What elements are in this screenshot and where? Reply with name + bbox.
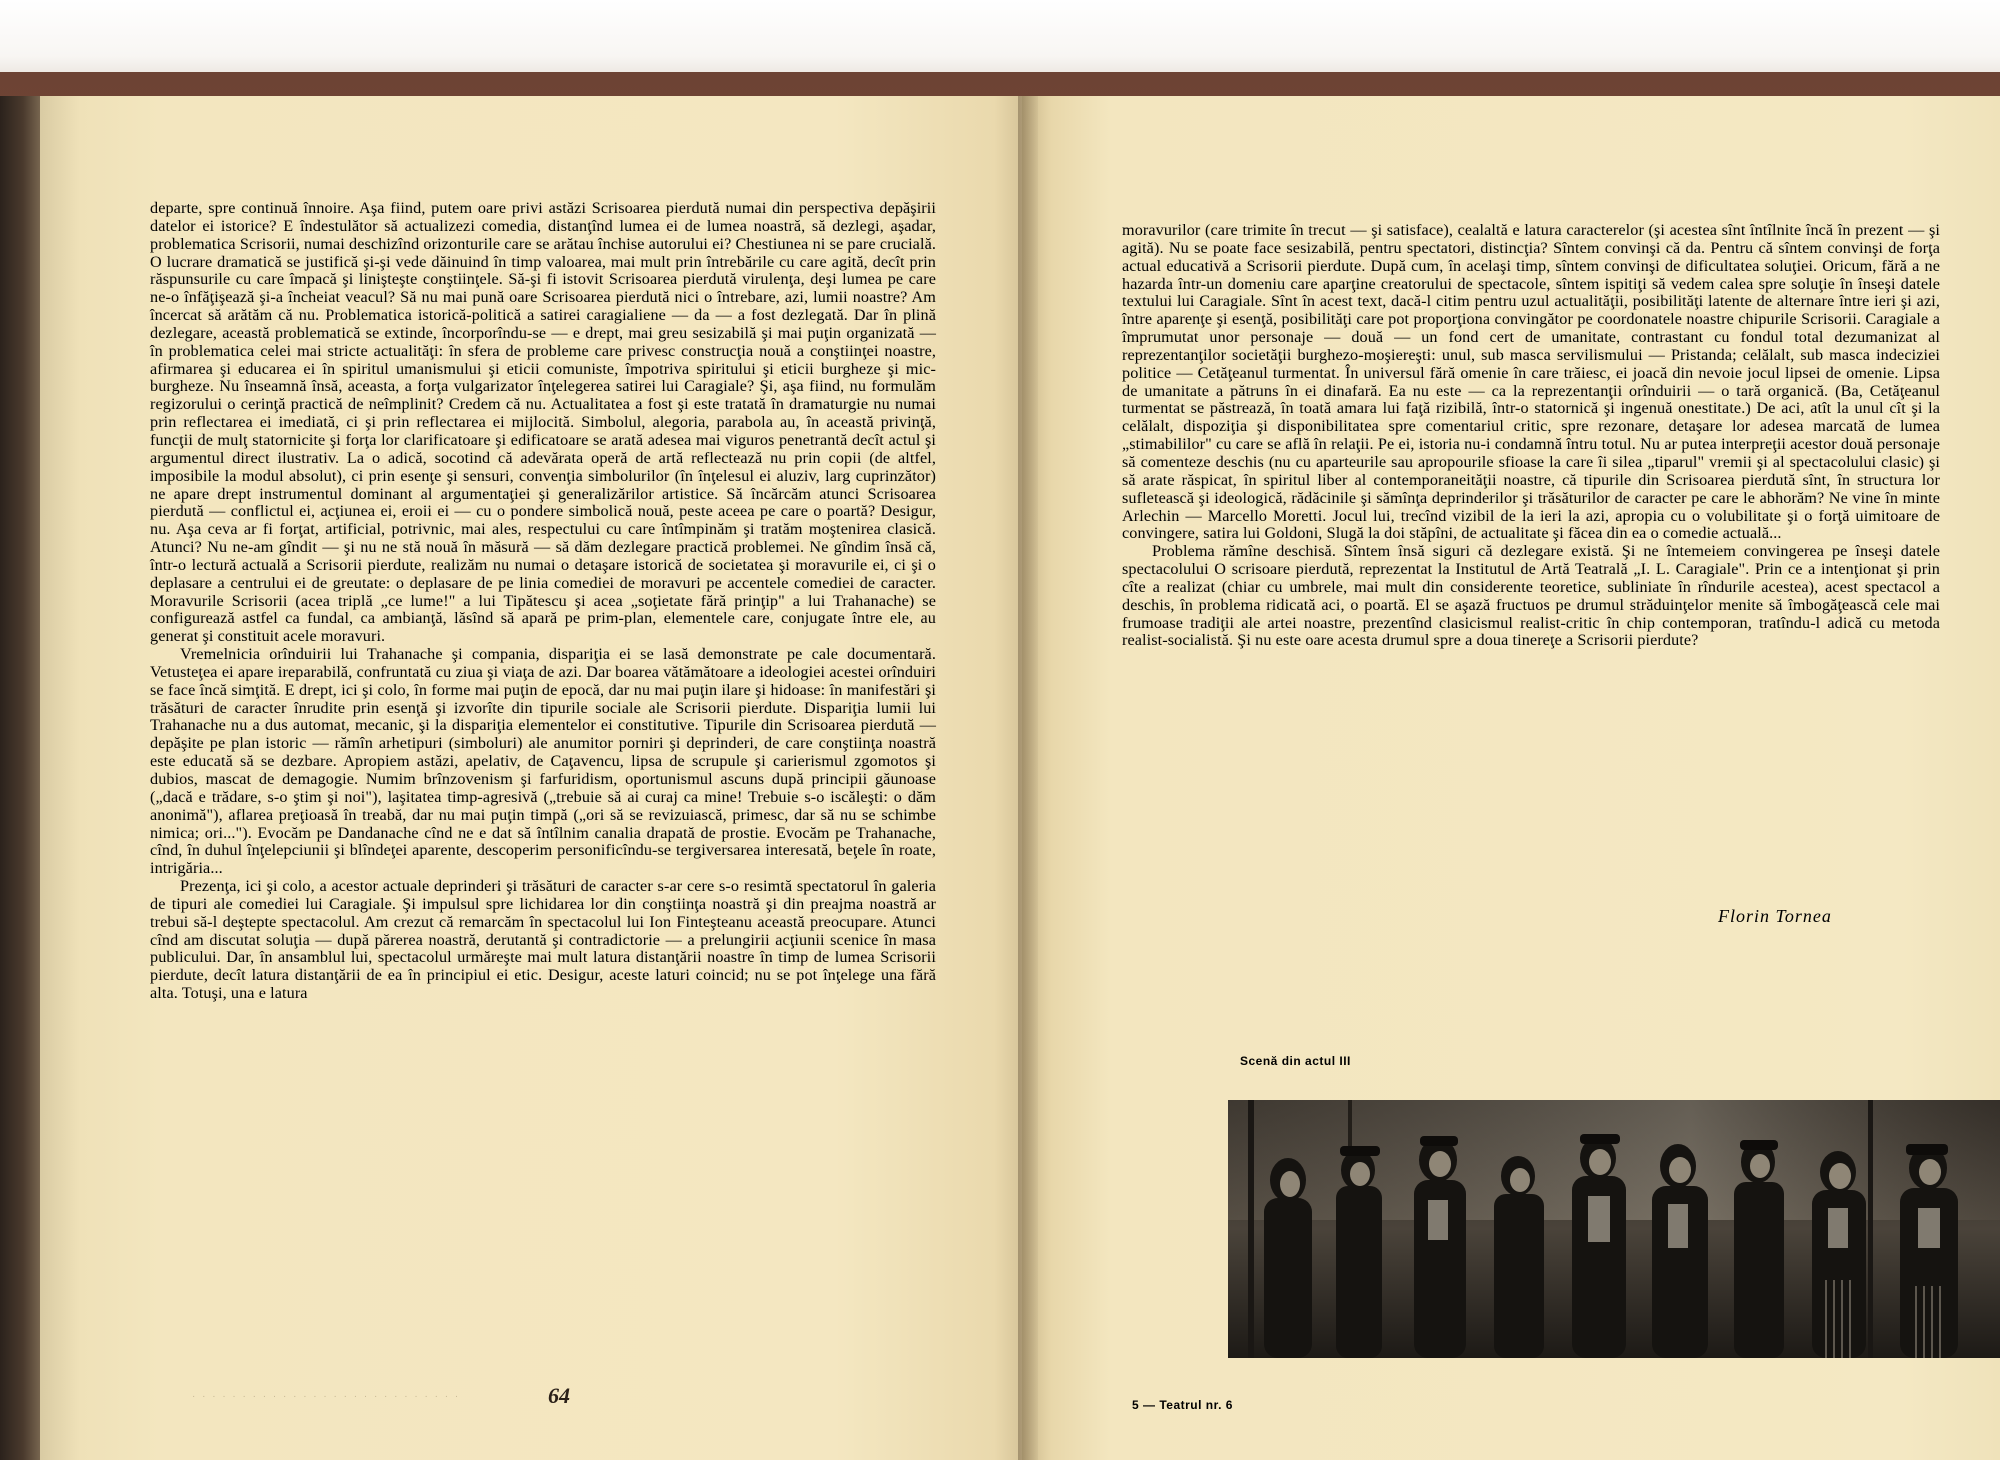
page-footer: 5 — Teatrul nr. 6 xyxy=(1132,1398,1233,1412)
paragraph: departe, spre continuă înnoire. Aşa fiind, putem oare privi astăzi Scrisoarea pierdută numai din perspectiva depăşirii datelor ei istorice? E îndestulător să actualizezi comedia, distanţînd lumea ei de lumea noastră, să dezlegi, aşadar, problematica Scrisorii, numai deschizînd orizonturile care se arătau închise autorului ei? Chestiunea ni se pare crucială. O lucrare dramatică se justifică şi-şi vede dăinuind în timp valoarea, mai mult prin întrebările cu care agită, decît prin răspunsurile cu care împacă şi linişteşte conştiinţele. Să-şi fi istovit Scrisoarea pierdută virulenţa, deşi lumea pe care ne-o înfăţişează şi-a încheiat veacul? Să nu mai pună oare Scrisoarea pierdută nici o întrebare, azi, lumii noastre? Am încercat să arătăm că nu. Problematica istorică-politică a satirei caragialiene — da — a fost dezlegată. Dar în plină dezlegare, această problematică se extinde, încorporîndu-se — e drept, mai greu sesizabilă şi mai puţin organizată — în problematica celei mai stricte actualităţi: în sfera de probleme care privesc construcţia nouă a conştiinţei noastre, afirmarea şi educarea ei în spiritul umanismului şi eticii comuniste, împotriva spiritului şi eticii burgheze şi mic-burgheze. Nu înseamnă însă, aceasta, a forţa vulgarizator înţelegerea satirei lui Caragiale? Şi, aşa fiind, nu formulăm regizorului o cerinţă practică de neîmplinit? Credem că nu. Actualitatea a fost şi este tratată în dramaturgie nu numai prin reflectarea ei imediată, ci şi prin reflectarea ei mijlocită. Simbolul, alegoria, parabola au, în această privinţă, funcţii de mulţ statornicite şi forţa lor clarificatoare şi edificatoare se arată adesea mai viguros penetrantă decît actul şi argumentul direct ilustrativ. La o adică, socotind că adevărata operă de artă reflectează nu prin copii (de altfel, imposibile la modul absolut), ci prin esenţe şi sensuri, convenţia simbolurilor (în înţelesul ei aluziv, larg cuprinzător) ne apare drept instrumentul dominant al argumentaţiei şi generalizărilor artistice. Să încărcăm atunci Scrisoarea pierdută — conflictul ei, acţiunea ei, eroii ei — cu o pondere simbolică nouă, peste aceea pe care o poartă? Desigur, nu. Aşa ceva ar fi forţat, artificial, potrivnic, mai ales, respectului cu care întîmpinăm şi tratăm moştenirea clasică. Atunci? Nu ne-am gîndit — şi nu ne stă nouă în măsură — să dăm dezlegare practică problemei. Ne gîndim însă că, într-o lectură actuală a Scrisorii pierdute, realizăm nu numai o detaşare istorică de societatea şi moravurile ei, ci şi o deplasare a centrului ei de greutate: o deplasare de pe linia comediei de moravuri pe accentele comediei de caracter. Moravurile Scrisorii (acea triplă „ce lume!" a lui Tipătescu şi acea „soţietate fără prinţip" a lui Trahanache) se configurează astfel ca fundal, ca ambianţă, lăsînd să apară pe prim-plan, elementele care, conjugate între ele, au generat şi constituit acele moravuri. xyxy=(150,199,936,646)
paragraph: Prezenţa, ici şi colo, a acestor actuale deprinderi şi trăsături de caracter s-ar cere s-o resimtă spectatorul în galeria de tipuri ale comediei lui Caragiale. Şi impulsul spre lichidarea lor din conştiinţa noastră şi din preajma noastră ar trebui să-l deştepte spectacolul. Am crezut că remarcăm în spectacolul lui Ion Finteşteanu această preocupare. Atunci cînd am discutat soluţia — după părerea noastră, derutantă şi contradictorie — a prelungirii acţiunii scenice în masa publicului. Dar, în ansamblul lui, spectacolul urmăreşte mai mult latura distanţării noastre în timp de lumea Scrisorii pierdute, decît latura distanţării de ea în principiul ei etic. Desigur, aceste laturi coincid; nu se pot înţelege una fără alta. Totuşi, una e latura xyxy=(150,877,936,1003)
spine-edge xyxy=(0,96,42,1460)
paragraph: Problema rămîne deschisă. Sîntem însă siguri că dezlegare există. Şi ne întemeiem convingerea pe înseşi datele spectacolului O scrisoare pierdută, reprezentat la Institutul de Artă Teatrală „I. L. Caragiale". Prin ce a intenţionat şi prin cîte a realizat (chiar cu umbrele, mai mult din considerente teoretice, subliniate în rîndurile acestea), acest spectacol a deschis, în problema ridicată aci, o poartă. El se aşază fructuos pe drumul străduinţelor menite să îmbogăţească cele mai frumoase tradiţii ale artei noastre, prezentînd clasicismul realist-critic în chip contemporan, tratîndu-l adică cu metoda realist-socialistă. Şi nu este oare acesta drumul spre a doua tinereţe a Scrisorii pierdute? xyxy=(1122,542,1940,650)
paragraph: Vremelnicia orînduirii lui Trahanache şi compania, dispariţia ei se lasă demonstrate pe cale documentară. Vetusteţea ei apare ireparabilă, confruntată cu ziua şi viaţa de azi. Dar boarea vătămătoare a ideologiei acestei orînduiri se face încă simţită. E drept, ici şi colo, în forme mai puţin de epocă, dar nu mai puţin ilare şi hidoase: în manifestări şi trăsături de caracter înrudite prin esenţă şi izvorîte din tipurile sociale ale Scrisorii pierdute. Dispariţia lumii lui Trahanache nu a dus automat, mecanic, şi la dispariţia elementelor ei constitutive. Tipurile din Scrisoarea pierdută — depăşite pe plan istoric — rămîn arhetipuri (simboluri) ale anumitor porniri şi deprinderi, de care conştiinţa noastră este educată să se dezbare. Apropiem astăzi, apelativ, de Caţavencu, lipsa de scrupule şi carierismul zgomotos şi dubios, mascat de demagogie. Numim brînzovenism şi farfuridism, oportunismul ascuns după principii găunoase („dacă e trădare, s-o ştim şi noi"), laşitatea timp-agresivă („trebuie să ai curaj ca mine! Trebuie s-o iscăleşti: o dăm anonimă"), aflarea preţioasă în treabă, dar nu mai puţin timpă („ori să se revizuiască, primesc, dar să nu se schimbe nimica; ori..."). Evocăm pe Dandanache cînd ne e dat să întîlnim canalia drapată de prostie. Evocăm pe Trahanache, cînd, în duhul înţelepciunii şi blîndeţei aparente, descoperim personificîndu-se tergiversarea interesată, beţele în roate, intrigăria... xyxy=(150,645,936,878)
photo-caption: Scenă din actul III xyxy=(1240,1054,1351,1068)
faint-show-through: · · · · · · · · · · · · · · · · · · · · · · · · · · · xyxy=(192,1391,461,1402)
page-number: 64 xyxy=(548,1383,570,1408)
gutter-shadow xyxy=(1018,96,1038,1460)
left-page-text xyxy=(150,200,936,1003)
stage-photo-image xyxy=(1228,1100,2000,1358)
paragraph: moravurilor (care trimite în trecut — şi satisface), cealaltă e latura caracterelor (şi acestea sînt întîlnite încă în prezent — şi agită). Nu se poate face sesizabilă, pentru spectatori, distincţia? Sîntem convinşi că da. Pentru că sîntem convinşi de forţa actual educativă a Scrisorii pierdute. După cum, în acelaşi timp, sîntem convinşi de dificultatea soluţiei. Oricum, fără a ne hazarda într-un domeniu care aparţine creatorului de spectacole, sîntem ispitiţi să vedem calea spre soluţie în înseşi datele textului lui Caragiale. Sînt în acest text, dacă-l citim pentru uzul actualităţii, posibilităţi latente de alternare între ieri şi azi, între aparenţe şi esenţă, posibilităţi care pot proporţiona convingător pe coordonatele noastre chipurile Scrisorii. Caragiale a împrumutat unor personaje — două — un fond cert de umanitate, contrastant cu fondul total dezumanizat al reprezentanţilor societăţii burghezo-moşiereşti: unul, sub masca servilismului — Pristanda; celălalt, sub masca indeciziei politice — Cetăţeanul turmentat. În universul fără omenie în care trăiesc, ei joacă din nevoie jocul lipsei de omenie. Lipsa de umanitate a pătruns în ei dinafară. Ea nu este — ca la reprezentanţii orînduirii — o tară organică. (Ba, Cetăţeanul turmentat se păstrează, în toată amara lui faţă rizibilă, într-o statornică şi ingenuă onestitate.) De aci, atît la unul cît şi la celălalt, dispoziţia şi disponibilitatea spre comentariul critic, spre rezonare, detaşare lor adesea marcată de lumea „stimabililor" cu care se află în relaţii. Pe ei, istoria nu-i condamnă întru totul. Nu ar putea interpreţii acestor două personaje să comenteze deschis (nu cu aparteurile sau apropourile sfioase la care îi silea „tiparul" vremii şi al spectacolului clasic) şi să arate răspicat, în spiritul liber al contemporaneităţii noastre, că tipurile din Scrisoarea pierdută sînt, în structura lor sufletească şi ideologică, rădăcinile şi sămînţa deprinderilor şi trăsăturilor de caracter pe care le abhorăm? Ne vine în minte Arlechin — Marcello Moretti. Jocul lui, trecînd vizibil de la ieri la azi, apropia cu o volubilitate şi o forţă uimitoare de convingere, satira lui Goldoni, Slugă la doi stăpîni, de actualitate şi făcea din ea o comedie actuală... xyxy=(1122,221,1940,543)
author-signature: Florin Tornea xyxy=(1718,906,1832,926)
scanner-background xyxy=(0,0,2000,80)
right-page-text xyxy=(1122,222,1940,650)
stage-photo xyxy=(1228,1100,2000,1358)
